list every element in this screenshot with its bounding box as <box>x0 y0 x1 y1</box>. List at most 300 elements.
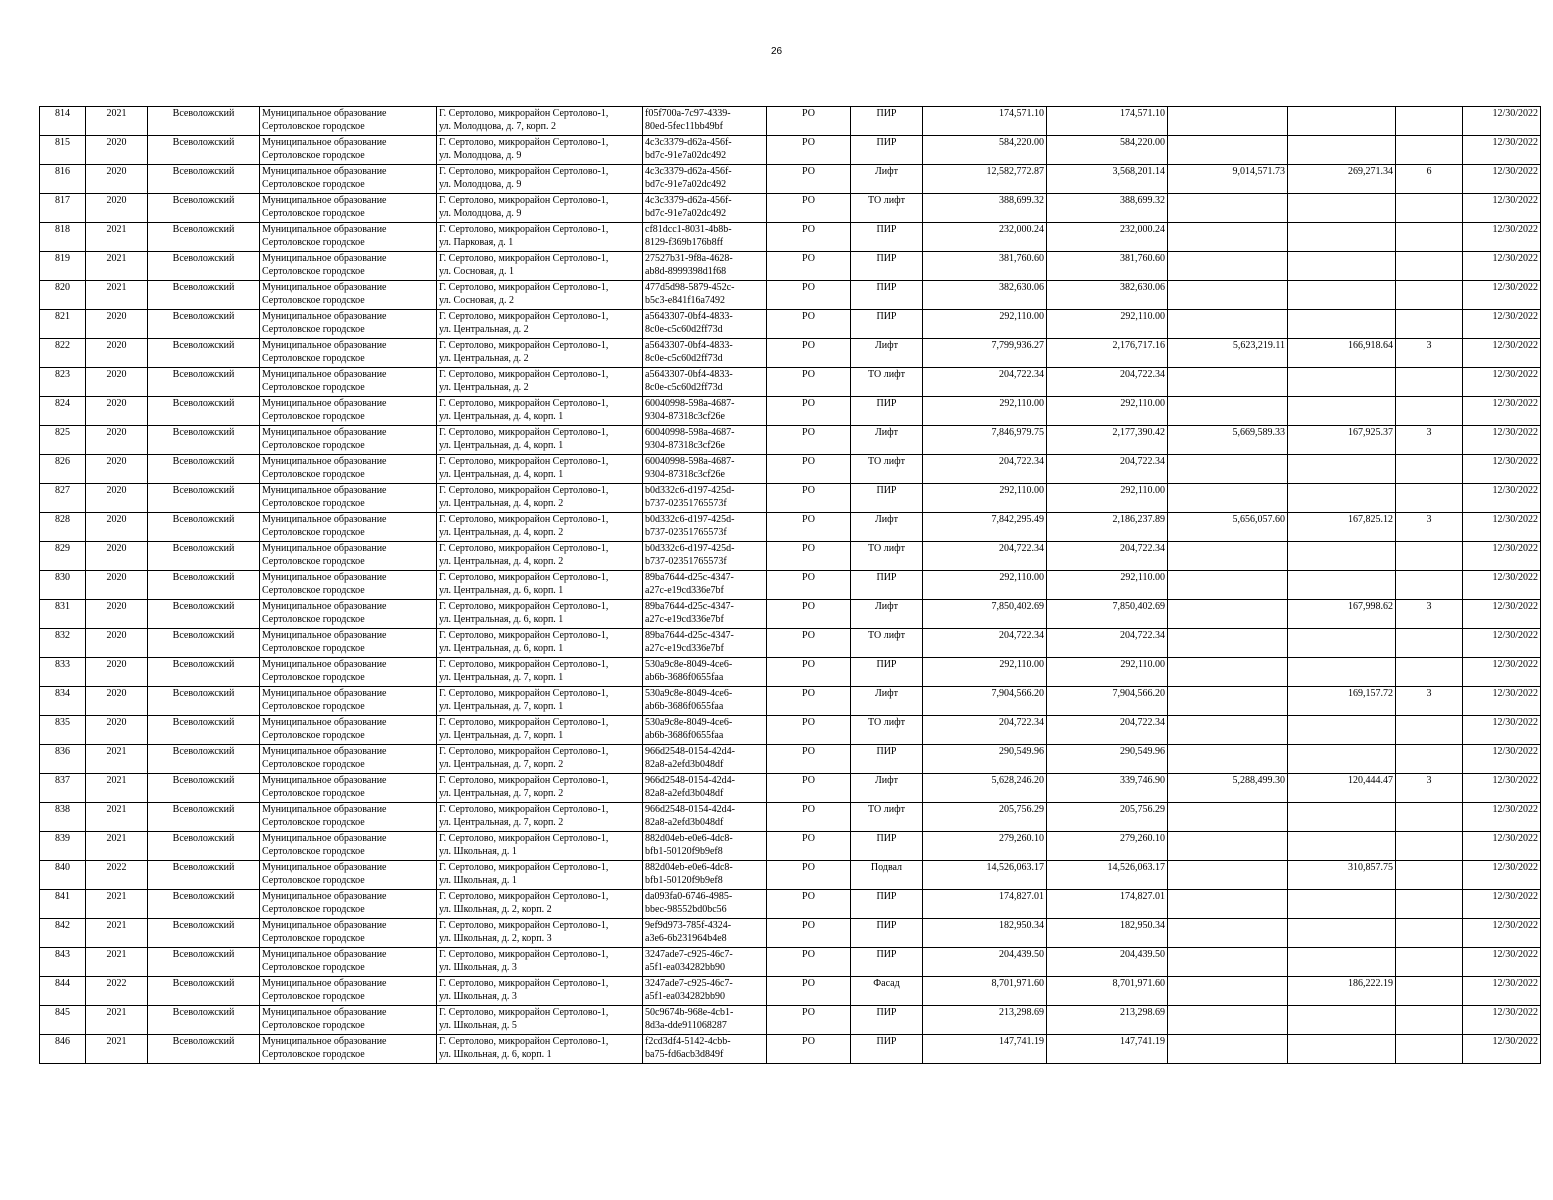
house-id-line: 966d2548-0154-42d4- <box>645 804 735 815</box>
table-row <box>40 484 1541 513</box>
municipality-cell <box>260 832 437 861</box>
work-type-cell: Лифт <box>851 774 923 803</box>
house-id-cell <box>643 832 767 861</box>
row-number-cell: 821 <box>40 310 86 339</box>
district-cell: Всеволожский <box>148 281 260 310</box>
house-id-line: 8c0e-c5c60d2ff73d <box>645 353 723 364</box>
amount-c-cell: 167,825.12 <box>1288 513 1396 542</box>
address-line: ул. Сосновая, д. 2 <box>439 295 514 306</box>
program-type-cell: РО <box>767 948 851 977</box>
municipality-cell <box>260 919 437 948</box>
program-type-cell: РО <box>767 194 851 223</box>
year-cell: 2021 <box>86 223 148 252</box>
work-type-cell: ТО лифт <box>851 629 923 658</box>
address-cell <box>437 136 643 165</box>
district-cell: Всеволожский <box>148 223 260 252</box>
address-cell <box>437 919 643 948</box>
house-id-line: 82a8-a2efd3b048df <box>645 817 724 828</box>
amount-a-cell: 232,000.24 <box>1047 223 1168 252</box>
address-line: Г. Сертолово, микрорайон Сертолово-1, <box>439 601 609 612</box>
municipality-cell <box>260 455 437 484</box>
address-cell <box>437 281 643 310</box>
amount-a-cell: 2,186,237.89 <box>1047 513 1168 542</box>
address-cell <box>437 977 643 1006</box>
row-number-cell: 839 <box>40 832 86 861</box>
municipality-cell <box>260 600 437 629</box>
address-line: Г. Сертолово, микрорайон Сертолово-1, <box>439 891 609 902</box>
row-number-cell: 837 <box>40 774 86 803</box>
count-cell <box>1396 397 1463 426</box>
table-row <box>40 194 1541 223</box>
total-cost-cell: 292,110.00 <box>923 484 1047 513</box>
house-id-cell <box>643 136 767 165</box>
district-cell: Всеволожский <box>148 890 260 919</box>
row-number-cell: 836 <box>40 745 86 774</box>
amount-b-cell <box>1168 310 1288 339</box>
table-row <box>40 629 1541 658</box>
amount-b-cell <box>1168 1006 1288 1035</box>
year-cell: 2020 <box>86 368 148 397</box>
work-type-cell: ТО лифт <box>851 455 923 484</box>
amount-a-cell: 204,722.34 <box>1047 542 1168 571</box>
address-line: ул. Школьная, д. 1 <box>439 846 517 857</box>
house-id-cell <box>643 513 767 542</box>
address-cell <box>437 774 643 803</box>
municipality-line: Муниципальное образование <box>262 108 387 119</box>
table-row <box>40 1035 1541 1064</box>
row-number-cell: 815 <box>40 136 86 165</box>
house-id-cell <box>643 1006 767 1035</box>
district-cell: Всеволожский <box>148 774 260 803</box>
house-id-line: 3247ade7-c925-46c7- <box>645 949 733 960</box>
municipality-line: Муниципальное образование <box>262 746 387 757</box>
year-cell: 2020 <box>86 571 148 600</box>
house-id-line: a3e6-6b231964b4e8 <box>645 933 727 944</box>
amount-c-cell <box>1288 310 1396 339</box>
district-cell: Всеволожский <box>148 919 260 948</box>
table-row <box>40 745 1541 774</box>
date-cell: 12/30/2022 <box>1463 658 1541 687</box>
amount-a-cell: 584,220.00 <box>1047 136 1168 165</box>
program-type-cell: РО <box>767 484 851 513</box>
municipality-line: Муниципальное образование <box>262 456 387 467</box>
total-cost-cell: 204,722.34 <box>923 368 1047 397</box>
table-row <box>40 919 1541 948</box>
house-id-line: 882d04eb-e0e6-4dc8- <box>645 833 733 844</box>
count-cell <box>1396 629 1463 658</box>
date-cell: 12/30/2022 <box>1463 629 1541 658</box>
municipality-line: Сертоловское городское <box>262 121 365 132</box>
address-line: Г. Сертолово, микрорайон Сертолово-1, <box>439 514 609 525</box>
house-id-line: cf81dcc1-8031-4b8b- <box>645 224 732 235</box>
year-cell: 2020 <box>86 687 148 716</box>
address-line: ул. Школьная, д. 2, корп. 3 <box>439 933 552 944</box>
total-cost-cell: 7,846,979.75 <box>923 426 1047 455</box>
total-cost-cell: 5,628,246.20 <box>923 774 1047 803</box>
program-type-cell: РО <box>767 774 851 803</box>
address-line: Г. Сертолово, микрорайон Сертолово-1, <box>439 340 609 351</box>
district-cell: Всеволожский <box>148 455 260 484</box>
total-cost-cell: 381,760.60 <box>923 252 1047 281</box>
program-type-cell: РО <box>767 600 851 629</box>
date-cell: 12/30/2022 <box>1463 194 1541 223</box>
program-type-cell: РО <box>767 281 851 310</box>
municipality-line: Сертоловское городское <box>262 904 365 915</box>
house-id-line: 60040998-598a-4687- <box>645 427 735 438</box>
year-cell: 2021 <box>86 1006 148 1035</box>
municipality-cell <box>260 629 437 658</box>
municipality-line: Муниципальное образование <box>262 833 387 844</box>
municipality-line: Муниципальное образование <box>262 920 387 931</box>
house-id-cell <box>643 223 767 252</box>
count-cell <box>1396 484 1463 513</box>
count-cell <box>1396 861 1463 890</box>
page-number: 26 <box>770 46 783 57</box>
municipality-line: Сертоловское городское <box>262 875 365 886</box>
municipality-cell <box>260 977 437 1006</box>
year-cell: 2021 <box>86 919 148 948</box>
amount-b-cell <box>1168 484 1288 513</box>
date-cell: 12/30/2022 <box>1463 803 1541 832</box>
year-cell: 2020 <box>86 542 148 571</box>
year-cell: 2021 <box>86 1035 148 1064</box>
municipality-cell <box>260 890 437 919</box>
amount-c-cell: 269,271.34 <box>1288 165 1396 194</box>
municipality-line: Муниципальное образование <box>262 253 387 264</box>
district-cell: Всеволожский <box>148 745 260 774</box>
total-cost-cell: 213,298.69 <box>923 1006 1047 1035</box>
work-type-cell: ПИР <box>851 397 923 426</box>
date-cell: 12/30/2022 <box>1463 165 1541 194</box>
total-cost-cell: 204,722.34 <box>923 542 1047 571</box>
work-type-cell: Лифт <box>851 600 923 629</box>
municipality-line: Муниципальное образование <box>262 717 387 728</box>
amount-b-cell <box>1168 397 1288 426</box>
year-cell: 2020 <box>86 455 148 484</box>
row-number-cell: 814 <box>40 107 86 136</box>
count-cell <box>1396 571 1463 600</box>
total-cost-cell: 292,110.00 <box>923 310 1047 339</box>
amount-b-cell <box>1168 455 1288 484</box>
amount-c-cell: 120,444.47 <box>1288 774 1396 803</box>
municipality-cell <box>260 426 437 455</box>
municipality-line: Сертоловское городское <box>262 643 365 654</box>
program-type-cell: РО <box>767 716 851 745</box>
work-type-cell: ТО лифт <box>851 542 923 571</box>
program-type-cell: РО <box>767 687 851 716</box>
address-line: ул. Школьная, д. 3 <box>439 991 517 1002</box>
municipality-line: Муниципальное образование <box>262 485 387 496</box>
amount-a-cell: 204,722.34 <box>1047 716 1168 745</box>
amount-b-cell <box>1168 107 1288 136</box>
municipality-line: Муниципальное образование <box>262 224 387 235</box>
amount-a-cell: 292,110.00 <box>1047 397 1168 426</box>
date-cell: 12/30/2022 <box>1463 310 1541 339</box>
house-id-line: a27c-e19cd336e7bf <box>645 585 724 596</box>
house-id-line: b737-02351765573f <box>645 556 727 567</box>
district-cell: Всеволожский <box>148 861 260 890</box>
amount-a-cell: 204,722.34 <box>1047 368 1168 397</box>
work-type-cell: ТО лифт <box>851 803 923 832</box>
row-number-cell: 831 <box>40 600 86 629</box>
address-cell <box>437 890 643 919</box>
address-line: Г. Сертолово, микрорайон Сертолово-1, <box>439 456 609 467</box>
municipality-line: Муниципальное образование <box>262 340 387 351</box>
date-cell: 12/30/2022 <box>1463 107 1541 136</box>
year-cell: 2021 <box>86 832 148 861</box>
work-type-cell: Лифт <box>851 339 923 368</box>
row-number-cell: 840 <box>40 861 86 890</box>
house-id-line: da093fa0-6746-4985- <box>645 891 733 902</box>
count-cell: 3 <box>1396 600 1463 629</box>
house-id-line: 530a9c8e-8049-4ce6- <box>645 717 733 728</box>
count-cell <box>1396 919 1463 948</box>
house-id-line: 60040998-598a-4687- <box>645 456 735 467</box>
house-id-line: 8c0e-c5c60d2ff73d <box>645 324 723 335</box>
year-cell: 2021 <box>86 107 148 136</box>
address-line: ул. Школьная, д. 5 <box>439 1020 517 1031</box>
municipality-line: Муниципальное образование <box>262 282 387 293</box>
amount-c-cell <box>1288 658 1396 687</box>
row-number-cell: 824 <box>40 397 86 426</box>
address-cell <box>437 107 643 136</box>
municipality-line: Муниципальное образование <box>262 543 387 554</box>
row-number-cell: 834 <box>40 687 86 716</box>
amount-b-cell: 5,288,499.30 <box>1168 774 1288 803</box>
house-id-cell <box>643 107 767 136</box>
table-row <box>40 339 1541 368</box>
municipality-line: Сертоловское городское <box>262 498 365 509</box>
house-id-cell <box>643 339 767 368</box>
address-line: Г. Сертолово, микрорайон Сертолово-1, <box>439 688 609 699</box>
municipality-cell <box>260 281 437 310</box>
count-cell <box>1396 252 1463 281</box>
district-cell: Всеволожский <box>148 948 260 977</box>
municipality-line: Муниципальное образование <box>262 427 387 438</box>
amount-a-cell: 204,439.50 <box>1047 948 1168 977</box>
house-id-line: 50c9674b-968e-4cb1- <box>645 1007 734 1018</box>
address-line: Г. Сертолово, микрорайон Сертолово-1, <box>439 543 609 554</box>
amount-a-cell: 3,568,201.14 <box>1047 165 1168 194</box>
amount-c-cell <box>1288 194 1396 223</box>
amount-c-cell <box>1288 136 1396 165</box>
municipality-cell <box>260 1035 437 1064</box>
total-cost-cell: 174,827.01 <box>923 890 1047 919</box>
year-cell: 2020 <box>86 136 148 165</box>
house-id-line: 89ba7644-d25c-4347- <box>645 630 734 641</box>
address-cell <box>437 745 643 774</box>
address-line: Г. Сертолово, микрорайон Сертолово-1, <box>439 920 609 931</box>
date-cell: 12/30/2022 <box>1463 745 1541 774</box>
row-number-cell: 845 <box>40 1006 86 1035</box>
amount-b-cell <box>1168 1035 1288 1064</box>
work-type-cell: Лифт <box>851 165 923 194</box>
total-cost-cell: 204,439.50 <box>923 948 1047 977</box>
amount-a-cell: 292,110.00 <box>1047 658 1168 687</box>
district-cell: Всеволожский <box>148 165 260 194</box>
address-cell <box>437 948 643 977</box>
count-cell <box>1396 136 1463 165</box>
house-id-cell <box>643 1035 767 1064</box>
house-id-line: 4c3c3379-d62a-456f- <box>645 166 732 177</box>
year-cell: 2020 <box>86 194 148 223</box>
municipality-line: Сертоловское городское <box>262 846 365 857</box>
date-cell: 12/30/2022 <box>1463 542 1541 571</box>
date-cell: 12/30/2022 <box>1463 571 1541 600</box>
amount-c-cell <box>1288 716 1396 745</box>
amount-c-cell <box>1288 455 1396 484</box>
address-line: Г. Сертолово, микрорайон Сертолово-1, <box>439 282 609 293</box>
program-type-cell: РО <box>767 977 851 1006</box>
amount-c-cell <box>1288 252 1396 281</box>
house-id-line: bd7c-91e7a02dc492 <box>645 179 727 190</box>
table-row <box>40 310 1541 339</box>
address-cell <box>437 194 643 223</box>
total-cost-cell: 174,571.10 <box>923 107 1047 136</box>
address-line: ул. Центральная, д. 4, корп. 2 <box>439 498 564 509</box>
municipality-line: Муниципальное образование <box>262 630 387 641</box>
amount-c-cell <box>1288 1006 1396 1035</box>
house-id-cell <box>643 861 767 890</box>
count-cell <box>1396 948 1463 977</box>
municipality-line: Сертоловское городское <box>262 701 365 712</box>
amount-b-cell: 5,669,589.33 <box>1168 426 1288 455</box>
row-number-cell: 843 <box>40 948 86 977</box>
amount-a-cell: 14,526,063.17 <box>1047 861 1168 890</box>
house-id-line: 9304-87318c3cf26e <box>645 440 725 451</box>
municipality-line: Сертоловское городское <box>262 469 365 480</box>
program-type-cell: РО <box>767 542 851 571</box>
municipality-line: Муниципальное образование <box>262 688 387 699</box>
registry-table <box>39 106 1541 1064</box>
house-id-cell <box>643 165 767 194</box>
work-type-cell: ПИР <box>851 832 923 861</box>
amount-b-cell <box>1168 252 1288 281</box>
amount-a-cell: 204,722.34 <box>1047 629 1168 658</box>
year-cell: 2020 <box>86 658 148 687</box>
row-number-cell: 828 <box>40 513 86 542</box>
district-cell: Всеволожский <box>148 107 260 136</box>
work-type-cell: ТО лифт <box>851 368 923 397</box>
address-line: ул. Центральная, д. 2 <box>439 382 529 393</box>
date-cell: 12/30/2022 <box>1463 281 1541 310</box>
municipality-line: Сертоловское городское <box>262 411 365 422</box>
house-id-cell <box>643 890 767 919</box>
amount-c-cell <box>1288 107 1396 136</box>
district-cell: Всеволожский <box>148 339 260 368</box>
municipality-cell <box>260 687 437 716</box>
amount-a-cell: 7,850,402.69 <box>1047 600 1168 629</box>
table-row <box>40 687 1541 716</box>
row-number-cell: 838 <box>40 803 86 832</box>
count-cell: 3 <box>1396 513 1463 542</box>
house-id-line: 89ba7644-d25c-4347- <box>645 601 734 612</box>
count-cell <box>1396 1035 1463 1064</box>
municipality-cell <box>260 165 437 194</box>
house-id-cell <box>643 629 767 658</box>
year-cell: 2020 <box>86 629 148 658</box>
house-id-line: 530a9c8e-8049-4ce6- <box>645 688 733 699</box>
date-cell: 12/30/2022 <box>1463 774 1541 803</box>
row-number-cell: 826 <box>40 455 86 484</box>
address-line: ул. Центральная, д. 6, корп. 1 <box>439 585 564 596</box>
amount-a-cell: 7,904,566.20 <box>1047 687 1168 716</box>
address-line: ул. Школьная, д. 1 <box>439 875 517 886</box>
row-number-cell: 829 <box>40 542 86 571</box>
amount-b-cell <box>1168 745 1288 774</box>
row-number-cell: 825 <box>40 426 86 455</box>
amount-b-cell <box>1168 658 1288 687</box>
municipality-line: Муниципальное образование <box>262 804 387 815</box>
date-cell: 12/30/2022 <box>1463 716 1541 745</box>
address-line: ул. Центральная, д. 7, корп. 2 <box>439 759 564 770</box>
count-cell <box>1396 977 1463 1006</box>
row-number-cell: 833 <box>40 658 86 687</box>
district-cell: Всеволожский <box>148 687 260 716</box>
address-line: Г. Сертолово, микрорайон Сертолово-1, <box>439 369 609 380</box>
row-number-cell: 846 <box>40 1035 86 1064</box>
date-cell: 12/30/2022 <box>1463 1035 1541 1064</box>
row-number-cell: 830 <box>40 571 86 600</box>
work-type-cell: ТО лифт <box>851 716 923 745</box>
municipality-cell <box>260 136 437 165</box>
house-id-cell <box>643 716 767 745</box>
year-cell: 2021 <box>86 745 148 774</box>
address-line: ул. Молодцова, д. 7, корп. 2 <box>439 121 557 132</box>
year-cell: 2020 <box>86 339 148 368</box>
year-cell: 2021 <box>86 890 148 919</box>
work-type-cell: Лифт <box>851 687 923 716</box>
address-line: ул. Центральная, д. 7, корп. 1 <box>439 730 564 741</box>
address-cell <box>437 310 643 339</box>
address-line: ул. Центральная, д. 4, корп. 1 <box>439 411 564 422</box>
municipality-line: Сертоловское городское <box>262 295 365 306</box>
date-cell: 12/30/2022 <box>1463 948 1541 977</box>
amount-a-cell: 2,176,717.16 <box>1047 339 1168 368</box>
amount-a-cell: 8,701,971.60 <box>1047 977 1168 1006</box>
table-row <box>40 571 1541 600</box>
total-cost-cell: 292,110.00 <box>923 658 1047 687</box>
date-cell: 12/30/2022 <box>1463 977 1541 1006</box>
count-cell <box>1396 890 1463 919</box>
work-type-cell: ПИР <box>851 745 923 774</box>
program-type-cell: РО <box>767 252 851 281</box>
year-cell: 2021 <box>86 252 148 281</box>
address-line: Г. Сертолово, микрорайон Сертолово-1, <box>439 1007 609 1018</box>
house-id-line: ab6b-3686f0655faa <box>645 701 724 712</box>
amount-a-cell: 174,827.01 <box>1047 890 1168 919</box>
house-id-line: b0d332c6-d197-425d- <box>645 514 735 525</box>
address-line: Г. Сертолово, микрорайон Сертолово-1, <box>439 166 609 177</box>
address-cell <box>437 165 643 194</box>
year-cell: 2021 <box>86 281 148 310</box>
address-cell <box>437 1035 643 1064</box>
house-id-line: 4c3c3379-d62a-456f- <box>645 137 732 148</box>
table-row <box>40 774 1541 803</box>
count-cell <box>1396 194 1463 223</box>
house-id-line: 530a9c8e-8049-4ce6- <box>645 659 733 670</box>
amount-b-cell <box>1168 368 1288 397</box>
district-cell: Всеволожский <box>148 832 260 861</box>
address-cell <box>437 368 643 397</box>
amount-b-cell <box>1168 629 1288 658</box>
date-cell: 12/30/2022 <box>1463 397 1541 426</box>
municipality-line: Муниципальное образование <box>262 166 387 177</box>
house-id-line: 82a8-a2efd3b048df <box>645 788 724 799</box>
address-cell <box>437 687 643 716</box>
municipality-line: Сертоловское городское <box>262 788 365 799</box>
date-cell: 12/30/2022 <box>1463 832 1541 861</box>
